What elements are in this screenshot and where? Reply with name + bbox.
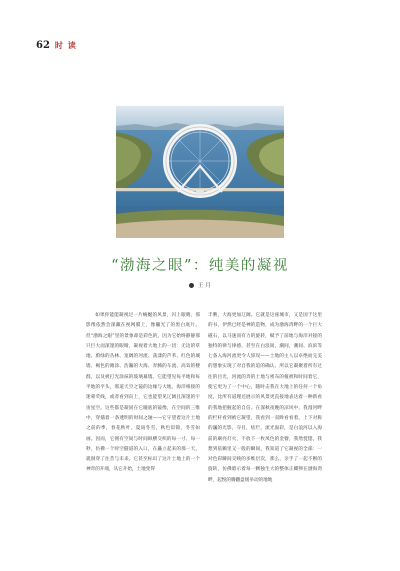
author-badge-icon [189, 283, 194, 288]
section-label: 时 读 [54, 41, 77, 50]
page-header [36, 40, 77, 51]
article-column-right [208, 311, 322, 486]
article-column-left [86, 311, 200, 476]
article-paragraph-2: 丰腴，大海更加辽阔。它就是这座城市，又是国于这里的书，伊然已经是神的造物，成为渤海湾畔的一个巨大磁石，以马速而有力的旋转，赋予了前地与海洋对接的独特的律与律感，甚至在白浪间，潮间，潮间、滨滨等七条入海河流更令人惊叹——土地的主人以卓绝而完美的想象实现了对自我的追的确认，所以它凝聚着所有过往的目光，河流的奔的土地与密布的植被和时间着它，使它更为了一个中心，随时击我在大地上的任何一个角度，比所有道理还展示的风景更直接地表达着一种新看的我地把握起的自信。在深秋夜晚的凉风中，我漫河畔的栏杆看到被它凝望，我看到一双眸看看着，上下对称的巍的光影，夺目，炫烂，流光溢彩，是白浪河以入海前的刷亮灯火，不放下一枚凤色的金簪，我然恍惚，我想到依赖里又一般的瞬间，我知道了它凝视的全部：一对色彩瞬间交映的多维层次，那么，亲手了一起不断的旋转，仿佛暗示着每一颗独生大的整体正卿卵在渤海湾畔，起悦的腾翻盘缓举动的地地 [208, 313, 322, 483]
article-title: “渤海之眼”：纯美的凝视 [111, 258, 289, 274]
ferris-wheel-photo [116, 106, 284, 238]
author-name: 王 月 [197, 283, 211, 289]
page-number: 62 [36, 40, 50, 51]
author-line [0, 281, 400, 289]
article-paragraph-1: 如果你能能凝视过一片蜿蜒的风景，闪上眼睛，那影像依然会深藏在视网膜上，像攥光了的黑白底片。但“渤海之眼”里的景象却是彩色的，因为它始终静静那只巨大而深邃的眼睛，凝视着大地上的一切：无边的草地、蔚绿的丛林、宽阔的河流、荡漾的芦苇、红色的城墙、褐色的滩涂、浩瀚的大海、奔腾的车流、高耸的楼群，以及被打光涂抹的玻璃幕墙。它能望见每平地和每平地的平头，那道天空之镜的边缘与大地，海洋相接的迷蒙荧线，或者看到向上，它也能望见辽阔且深邃的宇宙星空。这些都是凝固在它瞳底的镜像，在空间的三维中，穿插着一条透明的时间之轴——它守望着这片土地之前的季，春花秋叶、夏雨冬雪，秋色似锦，冬雪如画。因而，它拥有空间与时间纵横交织的每一寸、每一秒，仿佛一个时空隧道的入口，在矗立起来的那一天，就洞穿了往昔与未来。它甚至标识了这片土地上的一个神奇的开端，从它开始，土地变得 [86, 313, 200, 473]
ferris-wheel-bridge-icon [116, 106, 284, 238]
